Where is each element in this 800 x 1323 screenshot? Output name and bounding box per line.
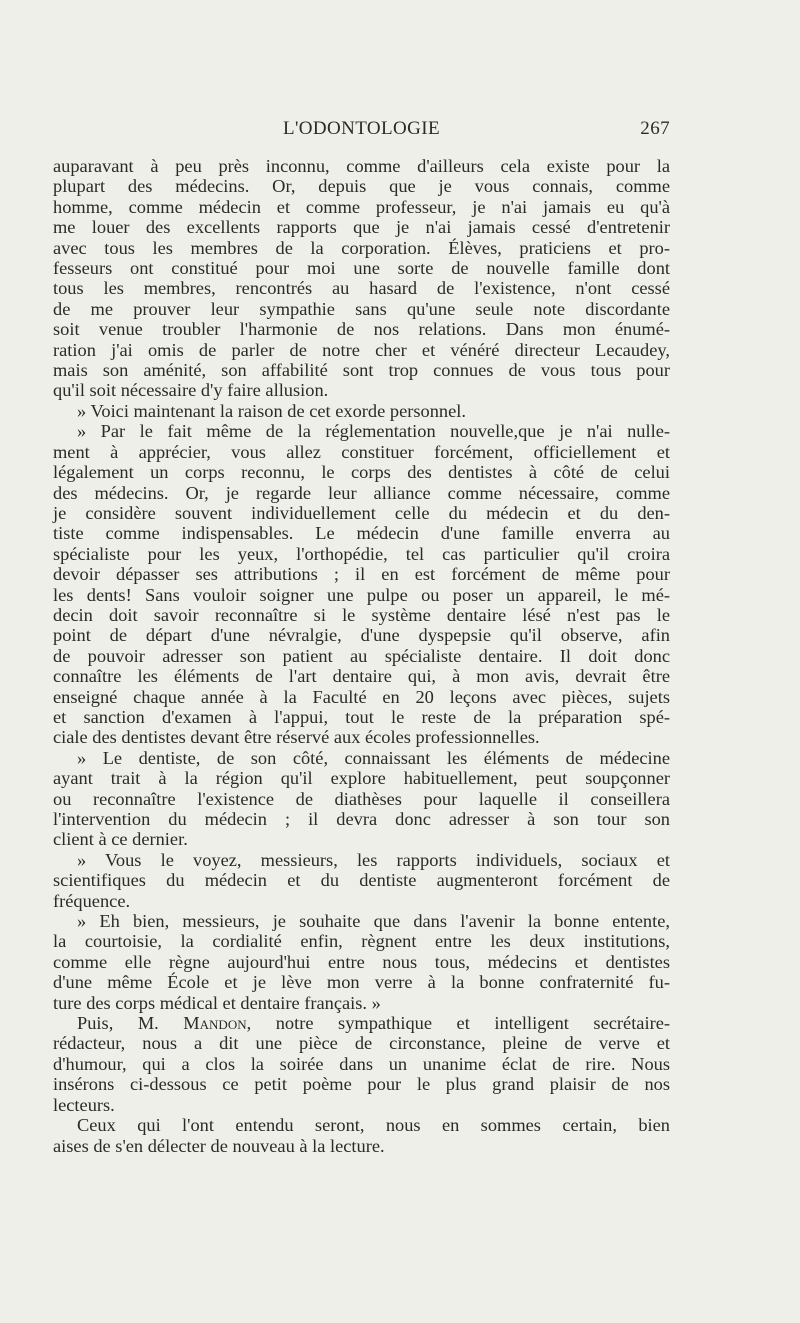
text-line: d'une même École et je lève mon verre à la bonne confraternité fu- (53, 972, 670, 993)
text-line: aises de s'en délecter de nouveau à la lecture. (53, 1135, 385, 1156)
text-line: tiste comme indispensables. Le médecin d'une famille enverra au (53, 523, 670, 544)
text-line: de pouvoir adresser son patient au spécialiste dentaire. Il doit donc (53, 645, 670, 666)
text-line: point de départ d'une névralgie, d'une dyspepsie qu'il observe, afin (53, 625, 670, 646)
text-line: qu'il soit nécessaire d'y faire allusion. (53, 380, 329, 401)
text-line: de me prouver leur sympathie sans qu'une seule note discordante (53, 298, 670, 319)
text-line: Ceux qui l'ont entendu seront, nous en sommes certain, bien (77, 1115, 670, 1136)
text-fragment: , notre sympathique et intelligent secrétaire- (246, 1013, 670, 1034)
text-line: légalement un corps reconnu, le corps des dentistes à côté de celui (53, 462, 670, 483)
text-line: rédacteur, nous a dit une pièce de circonstance, pleine de verve et (53, 1033, 670, 1054)
text-line: » Vous le voyez, messieurs, les rapports individuels, sociaux et (77, 849, 670, 870)
text-line: comme elle règne aujourd'hui entre nous tous, médecins et dentistes (53, 951, 670, 972)
author-name: Mandon (183, 1013, 247, 1034)
text-line: spécialiste pour les yeux, l'orthopédie, tel cas particulier qu'il croira (53, 543, 670, 564)
text-line: les dents! Sans vouloir soigner une pulpe ou poser un appareil, le mé- (53, 584, 670, 605)
running-title: L'ODONTOLOGIE (282, 118, 441, 139)
text-line: me louer des excellents rapports que je n'ai jamais cessé d'entretenir (53, 217, 670, 238)
text-line: ture des corps médical et dentaire français. » (53, 992, 381, 1013)
text-line: la courtoisie, la cordialité enfin, règnent entre les deux institutions, (53, 931, 670, 952)
text-line: ciale des dentistes devant être réservé aux écoles professionnelles. (53, 727, 540, 748)
text-line: je considère souvent individuellement celle du médecin et du den- (53, 502, 670, 523)
text-line: et sanction d'examen à l'appui, tout le reste de la préparation spé- (53, 706, 670, 727)
body-text (53, 156, 670, 1156)
text-line: ayant trait à la région qu'il explore habituellement, peut soupçonner (53, 768, 670, 789)
text-line: » Voici maintenant la raison de cet exorde personnel. (77, 400, 466, 421)
text-line: devoir dépasser ses attributions ; il en est forcément de même pour (53, 564, 670, 585)
text-line: des médecins. Or, je regarde leur alliance comme nécessaire, comme (53, 482, 670, 503)
text-line: fréquence. (53, 890, 131, 911)
text-line: enseigné chaque année à la Faculté en 20 leçons avec pièces, sujets (53, 686, 670, 707)
text-line (53, 1013, 670, 1033)
text-line: » Le dentiste, de son côté, connaissant les éléments de médecine (77, 747, 670, 768)
text-line: l'intervention du médecin ; il devra donc adresser à son tour son (53, 809, 670, 829)
text-line: scientifiques du médecin et du dentiste augmenteront forcément de (53, 870, 670, 891)
text-line: plupart des médecins. Or, depuis que je vous connais, comme (53, 176, 670, 197)
text-line: d'humour, qui a clos la soirée dans un unanime éclat de rire. Nous (53, 1053, 670, 1074)
text-line: auparavant à peu près inconnu, comme d'ailleurs cela existe pour la (53, 156, 670, 176)
text-line: ment à apprécier, vous allez constituer forcément, officiellement et (53, 441, 670, 462)
text-line: tous les membres, rencontrés au hasard de l'existence, n'ont cessé (53, 278, 670, 299)
text-line: ou reconnaître l'existence de diathèses pour laquelle il conseillera (53, 788, 670, 809)
text-fragment: Puis, M. (77, 1013, 184, 1034)
text-line: insérons ci-dessous ce petit poème pour le plus grand plaisir de nos (53, 1074, 670, 1095)
page-number: 267 (640, 118, 670, 139)
text-line: avec tous les membres de la corporation. Élèves, praticiens et pro- (53, 237, 670, 258)
text-line: » Par le fait même de la réglementation nouvelle,que je n'ai nulle- (77, 421, 670, 442)
text-line: soit venue troubler l'harmonie de nos relations. Dans mon énumé- (53, 319, 670, 340)
text-line: client à ce dernier. (53, 829, 188, 850)
text-line: » Eh bien, messieurs, je souhaite que dans l'avenir la bonne entente, (77, 911, 670, 932)
text-line: mais son aménité, son affabilité sont trop connues de vous tous pour (53, 360, 670, 381)
text-line: connaître les éléments de l'art dentaire qui, à mon avis, devrait être (53, 666, 670, 687)
text-line: decin doit savoir reconnaître si le système dentaire lésé n'est pas le (53, 604, 670, 625)
text-line: fesseurs ont constitué pour moi une sorte de nouvelle famille dont (53, 258, 670, 279)
text-line: ration j'ai omis de parler de notre cher et vénéré directeur Lecaudey, (53, 339, 670, 360)
text-line: lecteurs. (53, 1094, 115, 1115)
text-line: homme, comme médecin et comme professeur, je n'ai jamais eu qu'à (53, 196, 670, 217)
